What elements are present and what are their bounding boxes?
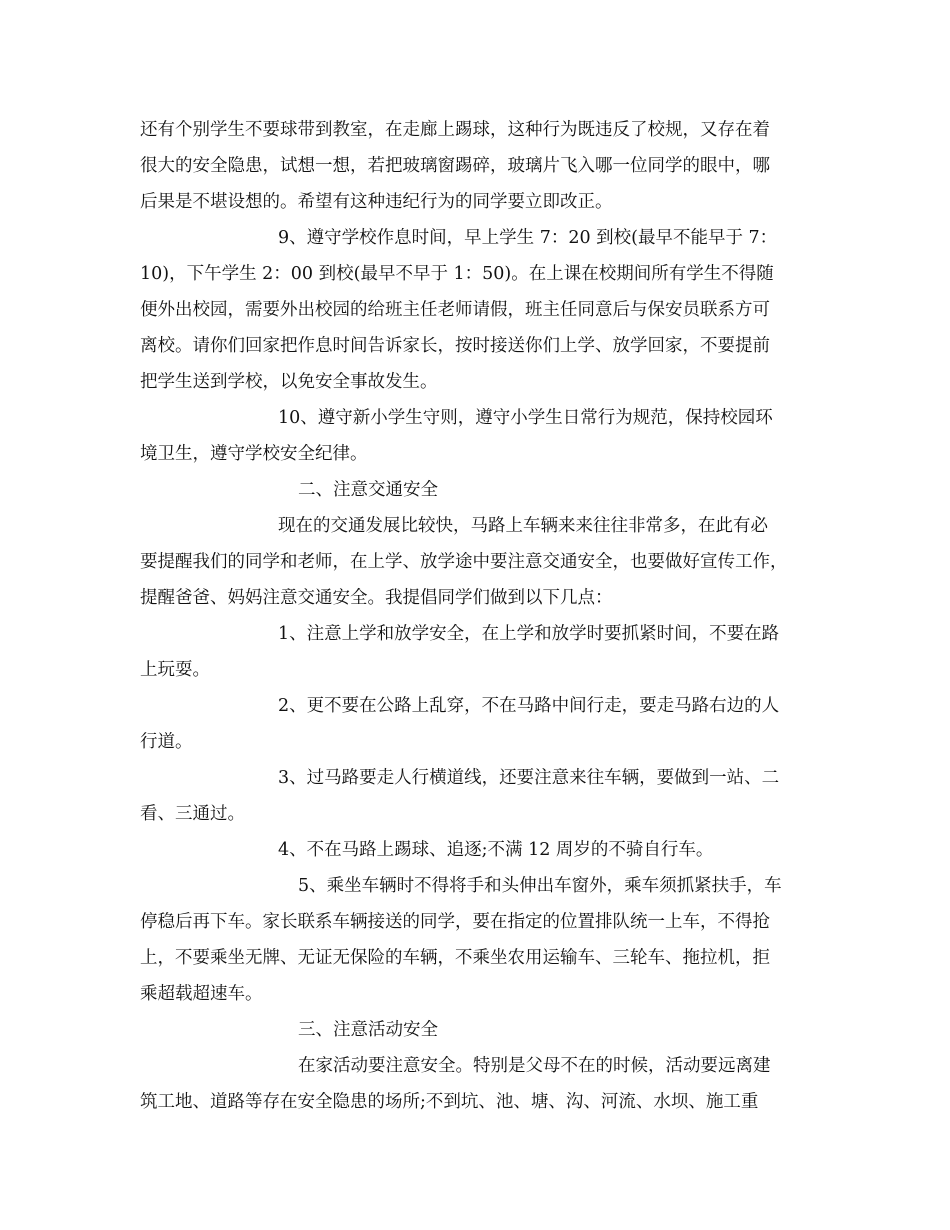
body-text-line: 提醒爸爸、妈妈注意交通安全。我提倡同学们做到以下几点： [140, 588, 613, 608]
body-text-line: 把学生送到学校，以免安全事故发生。 [140, 372, 438, 392]
body-text-line: 还有个别学生不要球带到教室，在走廊上踢球，这种行为既违反了校规，又存在着 [140, 120, 770, 140]
body-text-line: 离校。请你们回家把作息时间告诉家长，按时接送你们上学、放学回家，不要提前 [140, 336, 770, 356]
paragraph-start: 在家活动要注意安全。特别是父母不在的时候，活动要远离建 [298, 1056, 771, 1076]
body-text-line: 上，不要乘坐无牌、无证无保险的车辆，不乘坐农用运输车、三轮车、拖拉机，拒 [140, 948, 770, 968]
body-text-line: 停稳后再下车。家长联系车辆接送的同学，要在指定的位置排队统一上车，不得抢 [140, 912, 770, 932]
list-item-9: 9、遵守学校作息时间，早上学生 7：20 到校(最早不能早于 7： [278, 228, 778, 248]
list-item-4: 4、不在马路上踢球、追逐;不满 12 周岁的不骑自行车。 [278, 840, 714, 860]
list-item-5: 5、乘坐车辆时不得将手和头伸出车窗外，乘车须抓紧扶手，车 [298, 876, 782, 896]
body-text-line: 筑工地、道路等存在安全隐患的场所;不到坑、池、塘、沟、河流、水坝、施工重 [140, 1092, 759, 1112]
body-text-line: 看、三通过。 [140, 804, 245, 824]
body-text-line: 10)，下午学生 2：00 到校(最早不早于 1：50)。在上课在校期间所有学生不得随 [140, 264, 774, 284]
body-text-line: 上玩耍。 [140, 660, 210, 680]
body-text-line: 要提醒我们的同学和老师，在上学、放学途中要注意交通安全，也要做好宣传工作， [140, 552, 788, 572]
section-heading-activity: 三、注意活动安全 [298, 1020, 438, 1040]
body-text-line: 行道。 [140, 732, 193, 752]
body-text-line: 很大的安全隐患，试想一想，若把玻璃窗踢碎，玻璃片飞入哪一位同学的眼中，哪 [140, 156, 770, 176]
body-text-line: 后果是不堪设想的。希望有这种违纪行为的同学要立即改正。 [140, 192, 613, 212]
body-text-line: 境卫生，遵守学校安全纪律。 [140, 444, 368, 464]
section-heading-traffic: 二、注意交通安全 [298, 480, 438, 500]
body-text-line: 乘超载超速车。 [140, 984, 263, 1004]
list-item-3: 3、过马路要走人行横道线，还要注意来往车辆，要做到一站、二 [278, 768, 780, 788]
list-item-2: 2、更不要在公路上乱穿，不在马路中间行走，要走马路右边的人 [278, 696, 780, 716]
paragraph-start: 现在的交通发展比较快，马路上车辆来来往往非常多，在此有必 [278, 516, 768, 536]
list-item-10: 10、遵守新小学生守则，遵守小学生日常行为规范，保持校园环 [278, 408, 773, 428]
list-item-1: 1、注意上学和放学安全，在上学和放学时要抓紧时间，不要在路 [278, 624, 780, 644]
body-text-line: 便外出校园，需要外出校园的给班主任老师请假，班主任同意后与保安员联系方可 [140, 300, 770, 320]
